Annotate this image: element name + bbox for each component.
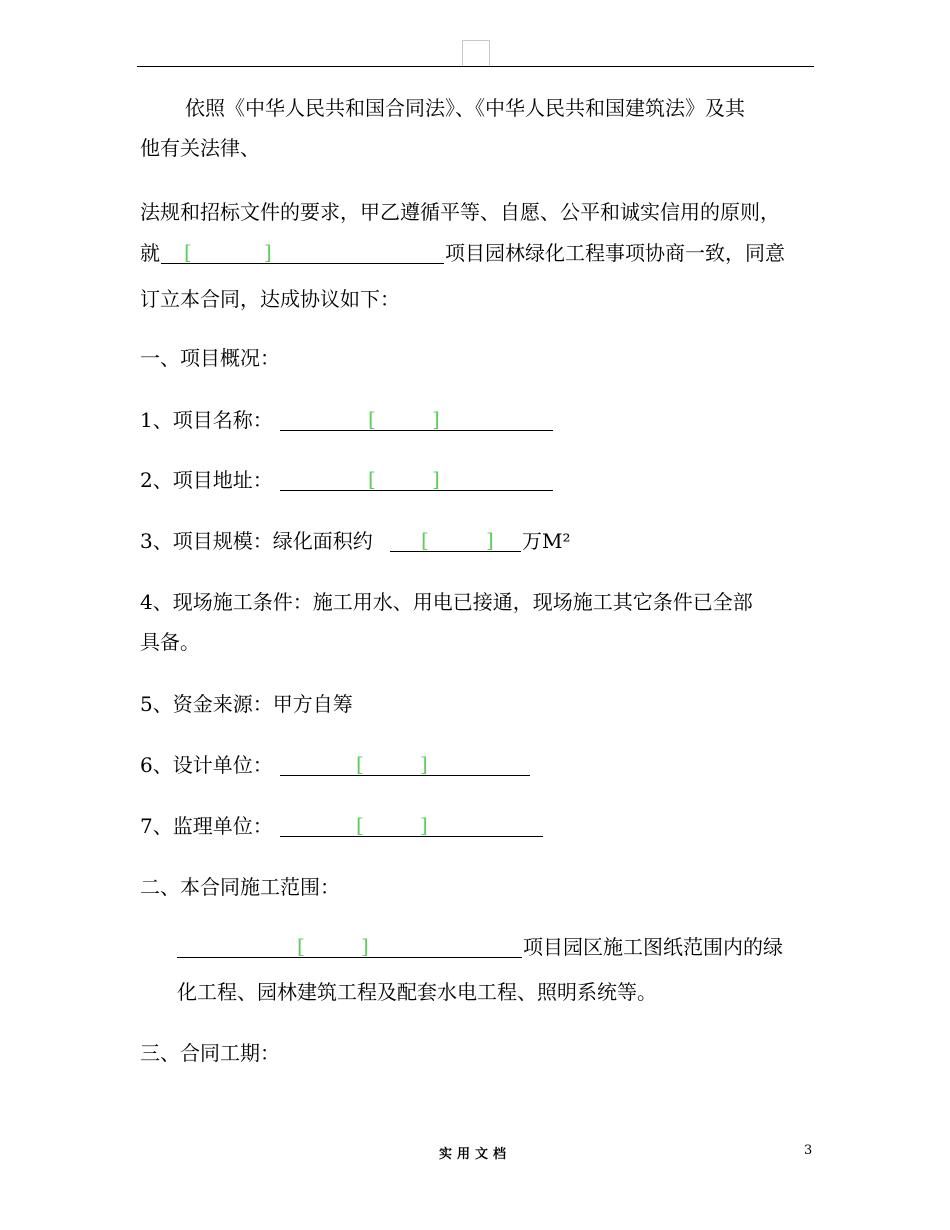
item6-row [140, 753, 540, 779]
project-name-blank-field[interactable] [161, 241, 444, 264]
item1-row [140, 408, 560, 434]
item4-line-2: 具备。 [140, 630, 200, 654]
bracket-open: [ [421, 528, 429, 552]
item3-label: 3、项目规模：绿化面积约 [140, 529, 373, 553]
item7-blank-field[interactable] [280, 814, 543, 837]
bracket-close: ] [432, 407, 440, 431]
item6-blank-field[interactable] [280, 753, 530, 776]
item3-unit: 万M² [522, 529, 571, 553]
item2-label: 2、项目地址： [140, 468, 273, 492]
intro-suffix: 项目园林绿化工程事项协商一致，同意 [445, 241, 785, 265]
item2-blank-field[interactable] [280, 468, 553, 491]
section3-heading: 三、合同工期： [140, 1041, 280, 1065]
item1-blank-field[interactable] [280, 408, 553, 431]
item6-label: 6、设计单位： [140, 753, 273, 777]
item1-label: 1、项目名称： [140, 408, 273, 432]
bracket-close: ] [486, 528, 494, 552]
item5-text: 5、资金来源：甲方自筹 [140, 692, 353, 716]
scope-line-1 [177, 935, 817, 961]
item2-row [140, 468, 560, 494]
bracket-open: [ [356, 813, 364, 837]
bracket-open: [ [368, 407, 376, 431]
bracket-open: [ [297, 934, 305, 958]
bracket-close: ] [432, 467, 440, 491]
bracket-open: [ [368, 467, 376, 491]
section2-heading: 二、本合同施工范围： [140, 875, 340, 899]
header-rule [137, 66, 814, 67]
intro-line-2: 他有关法律、 [140, 136, 260, 160]
item3-row [140, 529, 580, 555]
scope-line-2: 化工程、园林建筑工程及配套水电工程、照明系统等。 [177, 980, 657, 1004]
bracket-open: [ [356, 752, 364, 776]
header-tab-box [462, 40, 490, 67]
footer-label: 实用文档 [438, 1147, 511, 1162]
bracket-close: ] [420, 752, 428, 776]
item7-row [140, 814, 550, 840]
section1-heading: 一、项目概况： [140, 346, 280, 370]
item7-label: 7、监理单位： [140, 814, 273, 838]
intro-prefix: 就 [140, 241, 160, 265]
bracket-open: [ [184, 240, 192, 264]
intro-line-5: 订立本合同，达成协议如下： [140, 287, 400, 311]
item4-line-1: 4、现场施工条件：施工用水、用电已接通，现场施工其它条件已全部 [140, 590, 753, 614]
scope-suffix: 项目园区施工图纸范围内的绿 [523, 935, 783, 959]
intro-line-4 [140, 241, 820, 267]
item3-area-blank-field[interactable] [390, 529, 521, 552]
scope-blank-field[interactable] [177, 935, 522, 958]
bracket-close: ] [264, 240, 272, 264]
intro-line-3: 法规和招标文件的要求，甲乙遵循平等、自愿、公平和诚实信用的原则， [140, 200, 780, 224]
bracket-close: ] [361, 934, 369, 958]
bracket-close: ] [420, 813, 428, 837]
intro-line-1: 依照《中华人民共和国合同法》、《中华人民共和国建筑法》及其 [185, 96, 745, 120]
page-number: 3 [804, 1143, 813, 1158]
